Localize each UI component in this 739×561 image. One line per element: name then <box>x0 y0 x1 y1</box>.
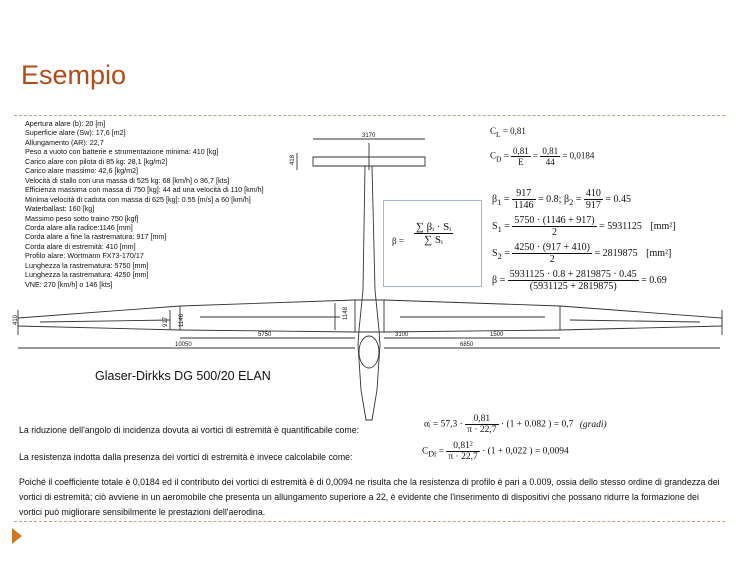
spec-line: Apertura alare (b): 20 [m] <box>25 119 106 128</box>
b1-num: 917 <box>512 188 536 200</box>
cd-frac2-den: 44 <box>545 157 555 167</box>
cd-symbol: C <box>490 150 497 161</box>
bottom-rule <box>14 521 725 522</box>
dim-10050: 10050 <box>175 342 192 348</box>
alpha-den: π · 22,7 <box>467 425 497 435</box>
s1-den: 2 <box>552 227 557 238</box>
box-denominator: ∑ Sᵢ <box>424 234 443 246</box>
dim-410: 410 <box>13 314 19 325</box>
alpha-equation <box>424 414 607 435</box>
cd-value: = 0,0184 <box>562 150 595 161</box>
paragraph-alpha: La riduzione dell'angolo di incidenza dovuta ai vortici di estremità è quantificabile come: <box>19 425 360 435</box>
beta-equation: $\beta_1$ = $\frac{917}{1146}$ = 0.8; $\beta_2$ = $\frac{410}{917}$ = 0.45 <box>492 188 632 211</box>
cd-frac1-den: E <box>518 157 524 167</box>
beta-result-equation: β = $\frac{5931125 \cdot 0.8 + 2819875 \cdot 0.45}{(5931125 + 2819875)}$ = 0.69 <box>492 269 667 292</box>
spec-line: Minima velocità di caduta con massa di 625 [kg]: 0.55 [m/s] a 60 [km/h] <box>25 194 251 204</box>
dim-418: 418 <box>290 154 296 165</box>
beta-num: 5931125 · 0.8 + 2819875 · 0.45 <box>509 269 637 280</box>
cd-frac1-num: 0,81 <box>513 146 529 156</box>
s1-unit: [mm²] <box>650 220 676 232</box>
cd-equation: $C_D$ = $\frac{0,81}{E}$ = $\frac{0,81}{44}$ = 0,0184 <box>490 146 595 167</box>
s2-equation: $S_2$ = $\frac{4250 \cdot (917 + 410)}{2}$ = 2819875 [mm²] <box>492 242 672 265</box>
cdi-equation: $C_{Di}$ = $\frac{\text{0,81²}}{\pi \cdot 22,7}$ · (1 + 0,022 ) = 0,0094 <box>422 441 569 462</box>
spec-line: Corda alare a fine la rastrematura: 917 [mm] <box>25 232 167 242</box>
s1-equation: $S_1$ = $\frac{5750 \cdot (1146 + 917)}{2}$ = 5931125 [mm²] <box>492 215 676 238</box>
s2-den: 2 <box>549 254 555 265</box>
dim-5750: 5750 <box>258 332 272 338</box>
b2-num: 410 <box>585 188 601 199</box>
cdi-rhs: · (1 + 0,022 ) = 0,0094 <box>482 446 569 457</box>
spec-line: Lunghezza la rastrematura: 5750 [mm] <box>25 260 149 270</box>
s1-num: 5750 · (1146 + 917) <box>514 215 595 226</box>
spec-line: Profilo alare: Wortmann FX73-170/17 <box>25 251 144 261</box>
cdi-symbol: C <box>422 446 429 457</box>
alpha-lhs: αᵢ = 57,3 · <box>424 419 463 430</box>
aircraft-caption: Glaser-Dirkks DG 500/20 ELAN <box>95 369 271 383</box>
spec-line: Waterballast: 160 [kg] <box>25 204 95 214</box>
dim-6850: 6850 <box>460 342 474 348</box>
b1-value: = 0.8; <box>538 193 562 205</box>
slide-title: Esempio <box>21 60 127 90</box>
box-lhs: β = <box>392 236 404 246</box>
spec-line: Corda alare alla radice:1146 [mm] <box>25 222 133 232</box>
s2-unit: [mm²] <box>646 247 672 259</box>
dim-1500: 1500 <box>490 332 504 338</box>
cdi-num: 0,81² <box>446 441 479 452</box>
cl-equation <box>490 126 526 139</box>
b2-den: 917 <box>585 200 601 211</box>
spec-line: Carico alare con pilota di 85 kg: 28,1 [kg/m2] <box>25 156 168 166</box>
dim-917: 917 <box>163 316 169 327</box>
beta-den: (5931125 + 2819875) <box>529 281 617 292</box>
b1-den: 1146 <box>513 200 534 211</box>
cdi-den: π · 22,7 <box>448 452 478 462</box>
spec-line: Massimo peso sotto traino 750 [kgf] <box>25 213 139 223</box>
spec-line: Carico alare massimo: 42,6 [kg/m2] <box>25 166 139 176</box>
specs-list <box>25 119 360 289</box>
paragraph-conclusion: Poiché il coefficiente totale è 0,0184 ed il contributo dei vortici di estremità è di 0,0094 ne risulta che la resistenza di profilo è pari a 0.009, ossia dello stesso ordine di grandezza dei vortici di estremità; ciò avviene in un aeromobile che presenta un allungamento superiore a 22, è evidente che l'inserimento di dispositivi che possano ridurre la formazione dei vortici può migliorare sensibilmente le prestazioni dell'aerodina. <box>19 477 720 517</box>
next-arrow-icon[interactable] <box>12 528 22 544</box>
dim-3170: 3170 <box>362 133 376 139</box>
s2-num: 4250 · (917 + 410) <box>514 242 591 253</box>
dim-1148: 1148 <box>343 307 349 320</box>
box-numerator: ∑ βᵢ · Sᵢ <box>416 221 452 233</box>
b2-value: = 0.45 <box>605 193 632 205</box>
alpha-unit: (gradi) <box>579 419 607 430</box>
beta-formula-box <box>383 200 482 287</box>
title-rule <box>14 115 725 116</box>
cl-subscript: L <box>496 129 501 139</box>
spec-line: Lunghezza la rastrematura: 4250 [mm] <box>25 270 149 280</box>
spec-line: Allungamento (AR): 22,7 <box>25 137 104 147</box>
spec-line: Peso a vuoto con batterie e strumentazione minima: 410 [kg] <box>25 147 219 157</box>
cd-subscript: D <box>496 154 502 164</box>
cl-symbol: C <box>490 126 497 136</box>
spec-line: Superficie alare (Sw): 17,6 [m2] <box>25 128 126 138</box>
alpha-num: 0,81 <box>465 414 498 425</box>
dim-1146: 1146 <box>179 314 185 327</box>
beta-value: = 0.69 <box>641 274 667 286</box>
spec-line: VNE: 270 [km/h] o 146 [kts] <box>25 279 113 289</box>
spec-line: Efficienza massima con massa di 750 [kg]: 44 ad una velocità di 110 [km/h] <box>25 185 264 195</box>
spec-line: Velocità di stallo con una massa di 525 kg: 68 [km/h] o 36,7 [kts] <box>25 175 230 185</box>
spec-line: Corda alare di estremità: 410 [mm] <box>25 241 136 251</box>
s2-value: = 2819875 <box>594 247 638 259</box>
paragraph-cdi: La resistenza indotta dalla presenza dei vortici di estremità è invece calcolabile come: <box>19 452 353 462</box>
cl-value: = 0,81 <box>500 126 526 136</box>
alpha-rhs: · (1 + 0.082 ) = 0,7 <box>500 419 574 430</box>
s1-value: = 5931125 <box>599 220 642 232</box>
cdi-subscript: Di <box>428 449 437 459</box>
dim-3100: 3100 <box>395 332 409 338</box>
cd-frac2-num: 0,81 <box>542 146 559 156</box>
